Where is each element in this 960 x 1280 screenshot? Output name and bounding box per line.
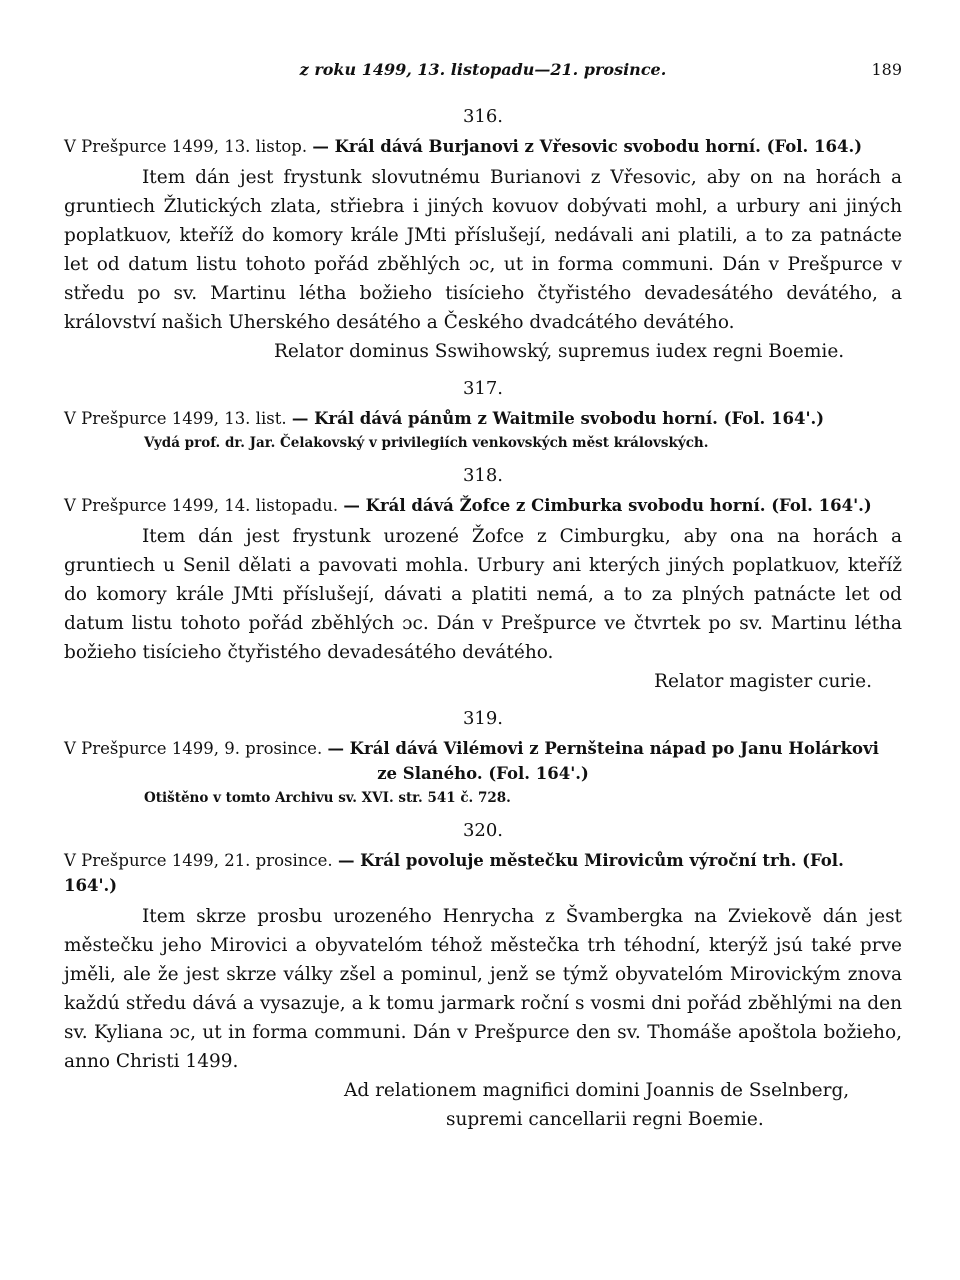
entry-note: Vydá prof. dr. Jar. Čelakovský v privilegiích venkovských měst královských. xyxy=(144,435,709,451)
entry-number: 320. xyxy=(462,820,504,841)
running-head xyxy=(64,60,902,94)
entry-summary-continued xyxy=(64,761,902,786)
entry-body: Item dán jest frystunk urozené Žofce z Cimburgku, aby ona na horách a gruntiech u Senil dělati a pavovati mohla. Urbury ani kterých jiných poplatkuov, kteříž do komory krále JMti příslušejí, dávati a platiti nemá, a to za plných patnácte let od datum listu tohoto pořád zběhlých ɔc. Dán v Prešpurce ve čtvrtek po sv. Martinu létha božieho tisícieho čtyřistého devadesátého devátého. xyxy=(64,526,902,663)
entry-relator: Relator magister curie. xyxy=(654,671,872,692)
entry-320 xyxy=(64,818,902,1134)
entry-number: 319. xyxy=(462,708,504,729)
entry-note: Otištěno v tomto Archivu sv. XVI. str. 541 č. 728. xyxy=(144,790,511,806)
entry-number: 316. xyxy=(462,106,504,127)
entry-summary xyxy=(64,406,902,431)
summary-text: — Král dává pánům z Waitmile svobodu horní. (Fol. 164'.) xyxy=(291,409,825,428)
entry-relator: Relator dominus Sswihowský, supremus iudex regni Boemie. xyxy=(274,341,845,362)
entry-summary xyxy=(64,736,902,761)
page-number: 189 xyxy=(871,60,902,79)
summary-place-date: V Prešpurce 1499, 9. prosince. xyxy=(64,739,323,758)
entry-body: Item dán jest frystunk slovutnému Burianovi z Vřesovic, aby on na horách a gruntiech Žlutických zlata, střiebra i jiných kovuov dobývati mohl, a urbury ani jiných poplatkuov, kteříž do komory krále JMti příslušejí, nedávali ani platili, a to za patnácte let od datum listu tohoto pořád zběhlých ɔc, ut in forma communi. Dán v Prešpurce v středu po sv. Martinu létha božieho tisícieho čtyřistého devadesátého devátého, a království našich Uherského desátého a Českého dvadcátého devátého. xyxy=(64,167,902,333)
entry-number: 318. xyxy=(462,465,504,486)
summary-text: — Král dává Burjanovi z Vřesovic svobodu horní. (Fol. 164.) xyxy=(312,137,863,156)
summary-place-date: V Prešpurce 1499, 13. list. xyxy=(64,409,287,428)
entry-body: Item skrze prosbu urozeného Henrycha z Švambergka na Zviekově dán jest městečku jeho Mirovici a obyvatelóm téhož městečka trh téhodní, kterýž jsú také prve jměli, ale že jest skrze války zšel a pominul, jenž se týmž obyvatelóm Mirovickým znova každú středu dává a vysazuje, a k tomu jarmark roční s vosmi dni pořád zběhlými na den sv. Kyliana ɔc, ut in forma communi. Dán v Prešpurce den sv. Thomáše apoštola božieho, anno Christi 1499. xyxy=(64,906,902,1072)
entry-summary xyxy=(64,493,902,518)
summary-text: — Král povoluje městečku Mirovicům výroční trh. (Fol. 164'.) xyxy=(64,851,844,895)
entry-319 xyxy=(64,706,902,808)
entry-summary xyxy=(64,134,902,159)
entry-signature-line-2: supremi cancellarii regni Boemie. xyxy=(446,1109,764,1130)
entry-316 xyxy=(64,104,902,366)
entry-number: 317. xyxy=(462,378,504,399)
entry-317 xyxy=(64,376,902,453)
entry-signature-line-1: Ad relationem magnifici domini Joannis de Sselnberg, xyxy=(344,1080,850,1101)
entry-summary xyxy=(64,848,902,898)
summary-place-date: V Prešpurce 1499, 13. listop. xyxy=(64,137,308,156)
entry-318 xyxy=(64,463,902,696)
summary-place-date: V Prešpurce 1499, 14. listopadu. xyxy=(64,496,339,515)
summary-text: — Král dává Žofce z Cimburka svobodu horní. (Fol. 164'.) xyxy=(343,496,872,515)
running-head-title: z roku 1499, 13. listopadu—21. prosince. xyxy=(299,60,667,79)
summary-text: — Král dává Vilémovi z Pernšteina nápad po Janu Holárkovi xyxy=(327,739,879,758)
summary-text-2: ze Slaného. (Fol. 164'.) xyxy=(377,764,589,783)
summary-place-date: V Prešpurce 1499, 21. prosince. xyxy=(64,851,333,870)
